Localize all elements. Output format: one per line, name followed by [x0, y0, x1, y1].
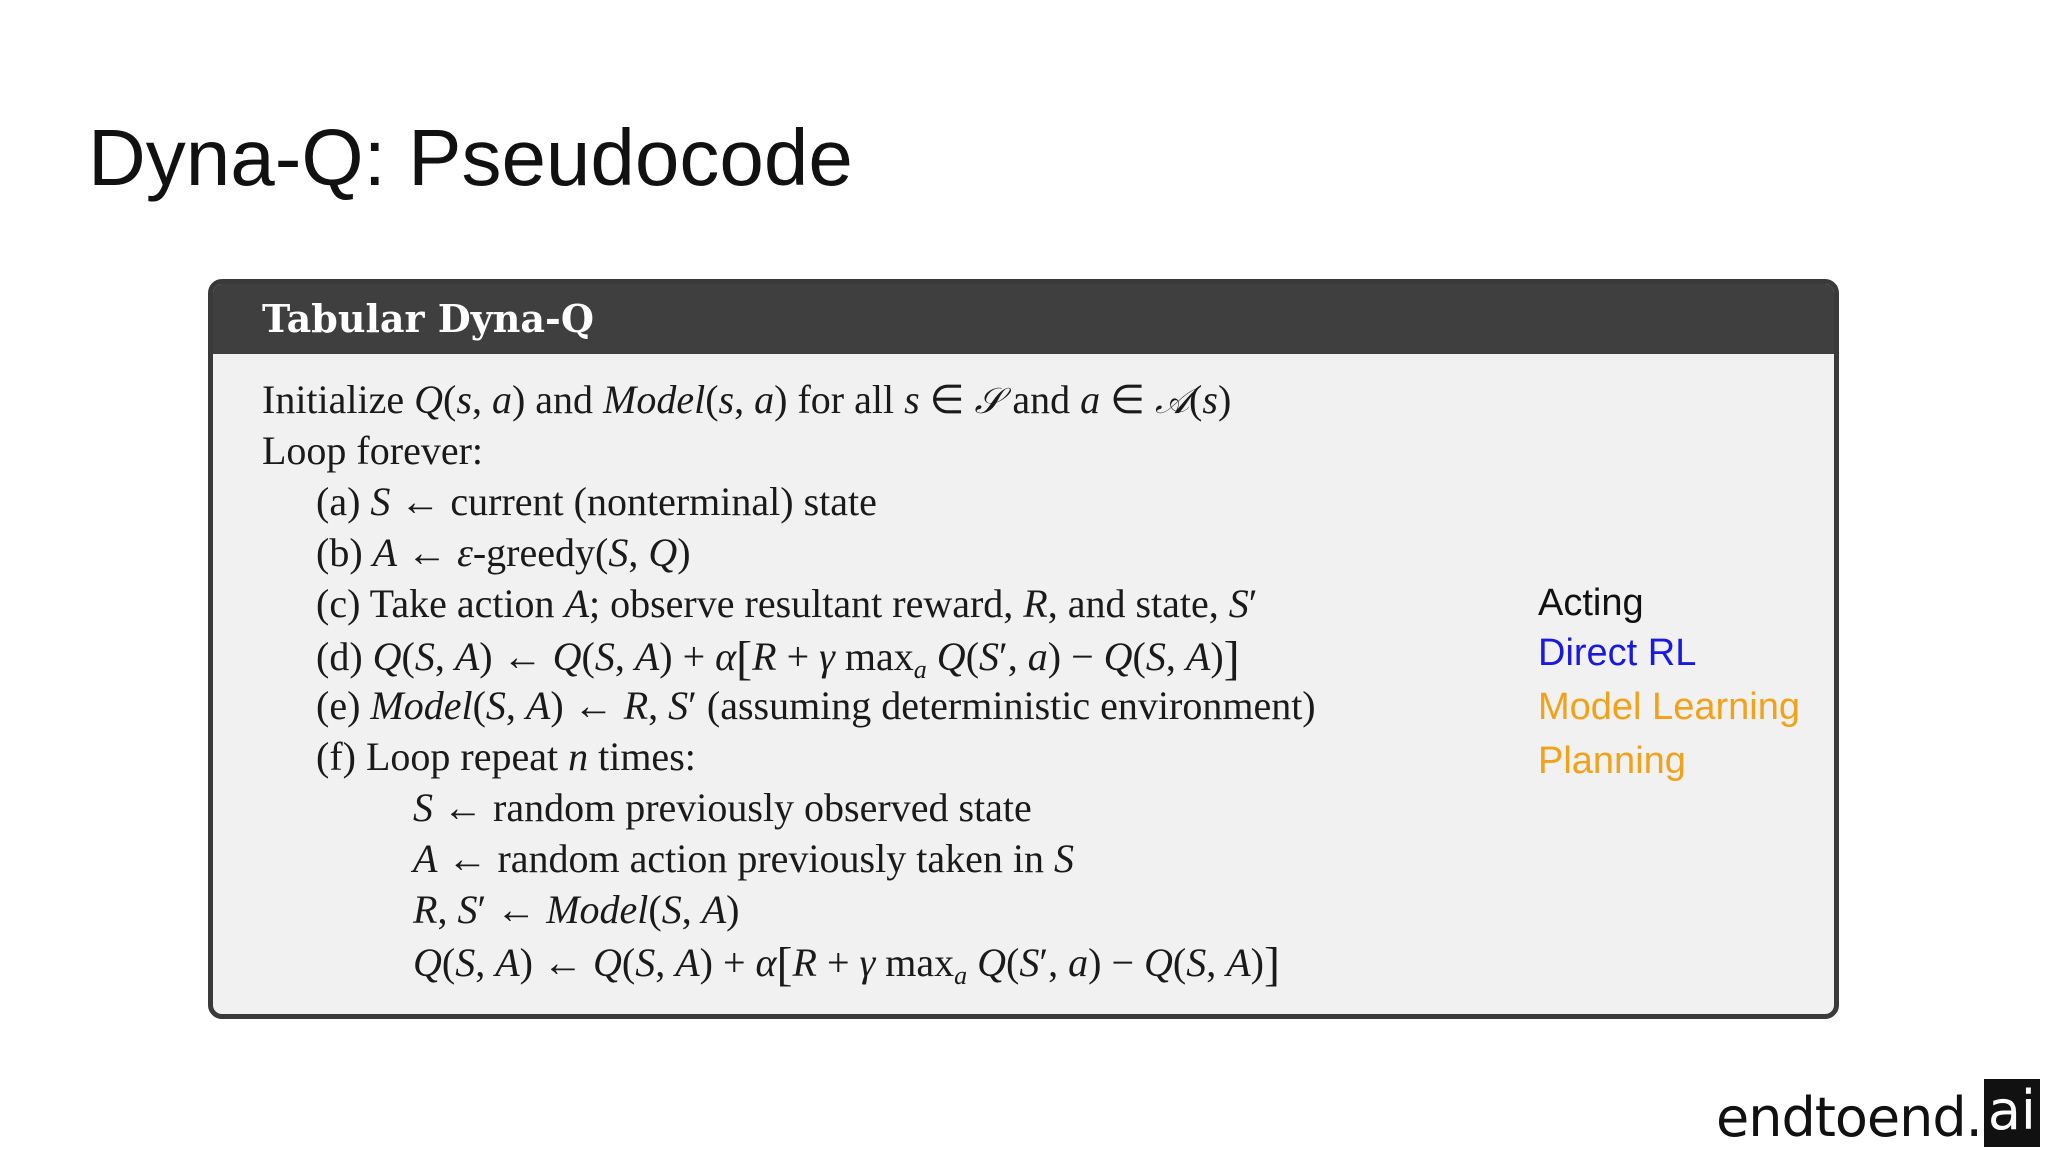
line-step-e: (e) Model(S, A) ← R, S′ (assuming deterministic environment) [316, 683, 1316, 728]
line-loop-forever: Loop forever: [262, 428, 484, 473]
line-plan-action: A ← random action previously taken in S [413, 836, 1074, 881]
legend-model-learning: Model Learning [1538, 686, 1800, 728]
line-step-a: (a) S ← current (nonterminal) state [316, 479, 877, 524]
legend-acting: Acting [1538, 582, 1644, 624]
slide-title: Dyna-Q: Pseudocode [88, 113, 853, 202]
logo-ai-badge: ai [1984, 1079, 2040, 1147]
line-step-b: (b) A ← ε-greedy(S, Q) [316, 530, 691, 575]
line-plan-model: R, S′ ← Model(S, A) [413, 887, 740, 932]
line-step-f: (f) Loop repeat n times: [316, 734, 696, 779]
line-initialize: Initialize Q(s, a) and Model(s, a) for all s ∈ 𝒮 and a ∈ 𝒜(s) [262, 377, 1232, 422]
legend-planning: Planning [1538, 740, 1686, 782]
algorithm-header: Tabular Dyna-Q [213, 284, 1834, 354]
line-step-d: (d) Q(S, A) ← Q(S, A) + α[R + γ $\max_a Q(S'$, a) − Q(S, A)] [316, 632, 1240, 685]
legend-direct-rl: Direct RL [1538, 632, 1697, 674]
endtoend-logo [1716, 1079, 2040, 1147]
logo-text: endtoend. [1716, 1086, 1982, 1149]
line-plan-update: Q(S, A) ← Q(S, A) + α[R + γ $\max_a Q(S'$, a) − Q(S, A)] [413, 938, 1280, 991]
line-plan-state: S ← random previously observed state [413, 785, 1032, 830]
line-step-c: (c) Take action A; observe resultant reward, R, and state, S′ [316, 581, 1258, 626]
